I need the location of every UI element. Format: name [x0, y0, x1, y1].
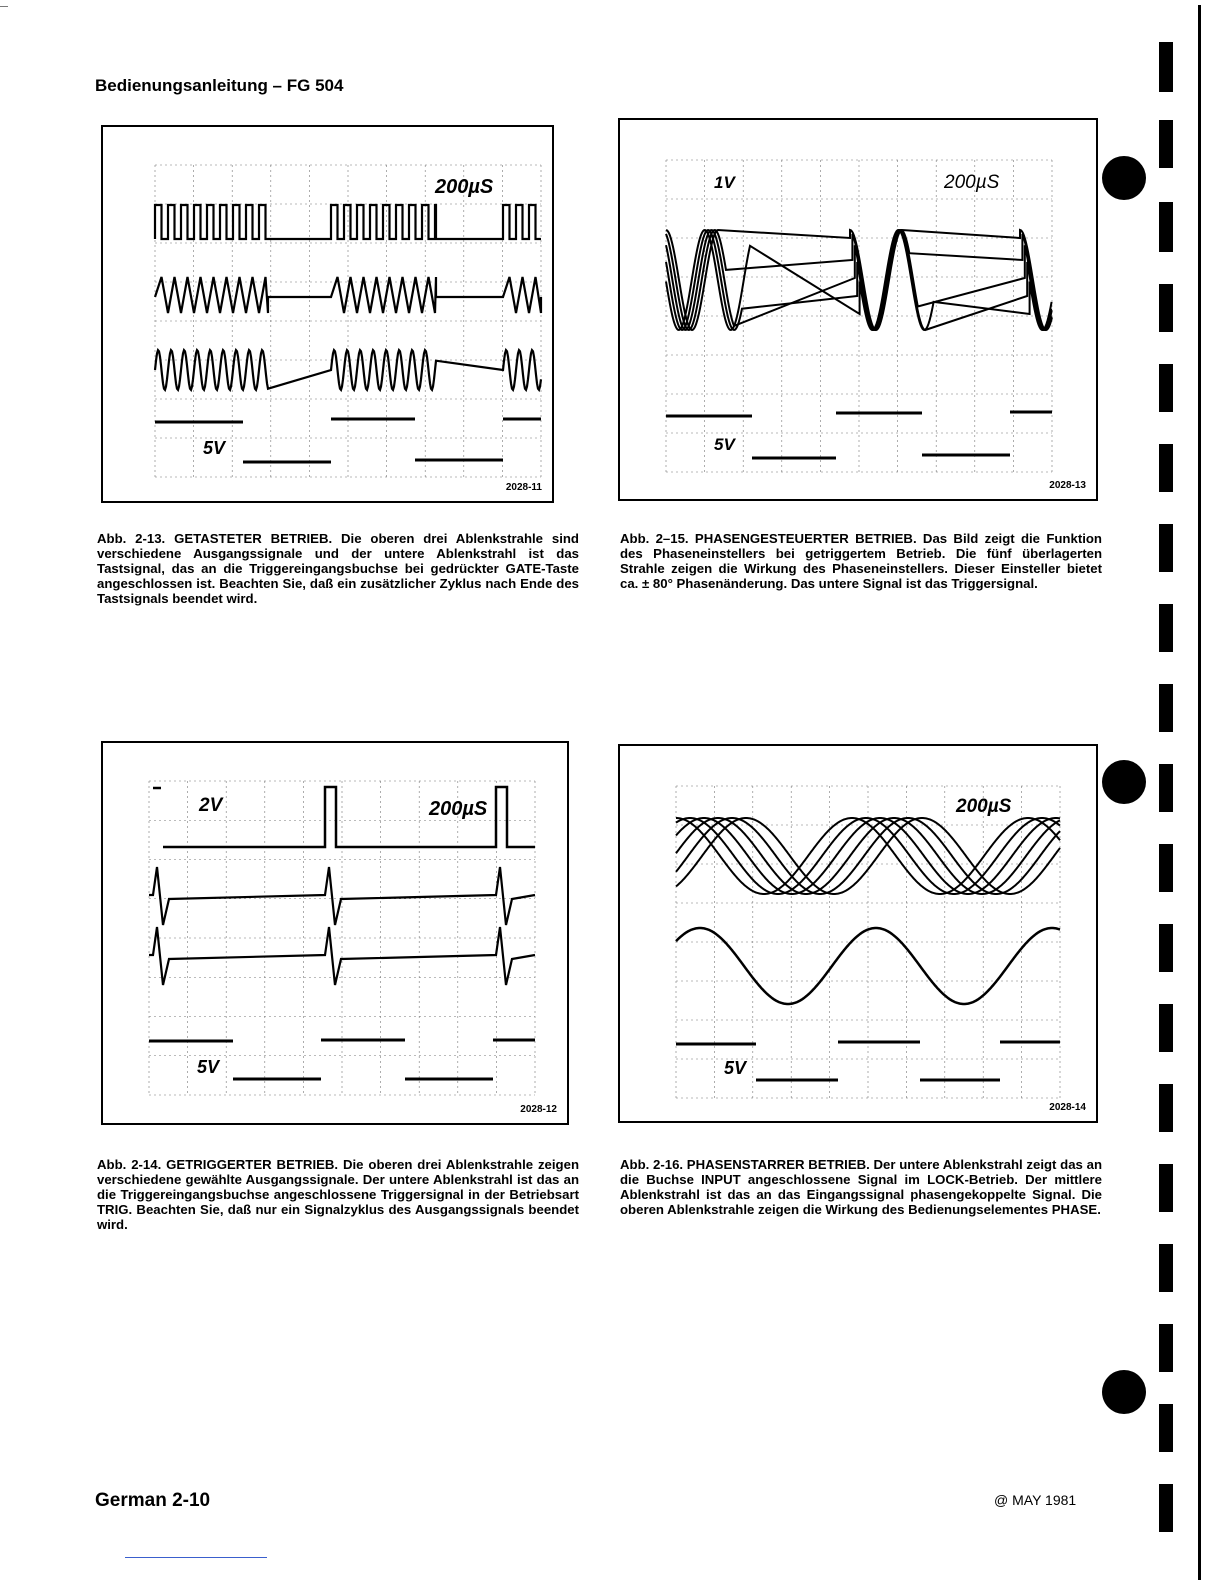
copyright-date: @ MAY 1981 [994, 1492, 1077, 1508]
corner-mark [0, 6, 8, 7]
page-number: German 2-10 [95, 1490, 211, 1511]
margin-tab [1159, 284, 1173, 332]
volts-per-div-label: 5V [203, 438, 226, 458]
footer-rule [125, 1557, 267, 1558]
figure-gated-mode [101, 125, 554, 503]
figure-id: 2028-12 [520, 1104, 557, 1115]
caption-figure-2-13: Abb. 2-13. GETASTETER BETRIEB. Die oberen drei Ablenkstrahle sind verschiedene Ausgangssignale und der untere Ablenkstrahl ist das Tastsignal, das an die Triggereingangsbuchse bei gedrückter GATE-Taste angeschlossen ist. Beachten Sie, daß ein zusätzlicher Zyklus nach Ende des Tastsignals beendet wird. [97, 531, 579, 606]
figure-id: 2028-14 [1049, 1102, 1086, 1113]
page-header: Bedienungsanleitung – FG 504 [95, 76, 344, 95]
margin-tab [1159, 1004, 1173, 1052]
caption-figure-2-14: Abb. 2-14. GETRIGGERTER BETRIEB. Die oberen drei Ablenkstrahle zeigen verschiedene gewählte Ausgangssignale. Der untere Ablenkstrahl ist das an die Triggereingangsbuchse angeschlossene Triggersignal in der Betriebsart TRIG. Beachten Sie, daß nur ein Signalzyklus des Ausgangssignals beendet wird. [97, 1157, 579, 1232]
figure-id: 2028-11 [505, 482, 542, 493]
margin-tab [1159, 42, 1173, 92]
margin-tab [1159, 524, 1173, 572]
figure-phase-controlled [618, 118, 1098, 501]
figure-id: 2028-13 [1049, 480, 1086, 491]
punch-hole-top [1102, 156, 1146, 200]
margin-tab [1159, 1084, 1173, 1132]
margin-tab [1159, 364, 1173, 412]
volts-per-div-label: 5V [724, 1058, 747, 1078]
margin-tab [1159, 1404, 1173, 1452]
time-per-div-label: 200µS [435, 176, 494, 198]
margin-tab [1159, 604, 1173, 652]
margin-tab [1159, 444, 1173, 492]
margin-tab [1159, 202, 1173, 252]
volts-per-div-label: 2V [199, 795, 223, 816]
graticule [149, 781, 535, 1095]
margin-tab [1159, 684, 1173, 732]
volts-per-div-label: 1V [714, 173, 735, 192]
margin-tab [1159, 1164, 1173, 1212]
punch-hole-middle [1102, 760, 1146, 804]
time-per-div-label: 200µS [956, 796, 1012, 817]
figure-phase-locked [618, 744, 1098, 1123]
time-per-div-label: 200µS [429, 798, 488, 820]
volts-per-div-label-bottom: 5V [714, 435, 735, 454]
margin-tab [1159, 764, 1173, 812]
margin-tab [1159, 1324, 1173, 1372]
margin-tab [1159, 1484, 1173, 1532]
margin-tab [1159, 1244, 1173, 1292]
margin-tab [1159, 924, 1173, 972]
figure-triggered-mode [101, 741, 569, 1125]
triangle-wave-trace [155, 277, 541, 313]
time-per-div-label: 200µS [944, 172, 1000, 193]
caption-figure-2-16: Abb. 2-16. PHASENSTARRER BETRIEB. Der untere Ablenkstrahl zeigt das an die Buchse INPUT angeschlossene Signal im LOCK-Betrieb. Der mittlere Ablenkstrahl ist das an das Eingangssignal phasengekoppelte Signal. Die oberen Ablenkstrahle zeigen die Wirkung des Bedienungselementes PHASE. [620, 1157, 1102, 1217]
margin-tab [1159, 844, 1173, 892]
punch-hole-bottom [1102, 1370, 1146, 1414]
binding-edge [1198, 5, 1201, 1580]
margin-tab [1159, 120, 1173, 168]
caption-figure-2-15: Abb. 2–15. PHASENGESTEUERTER BETRIEB. Das Bild zeigt die Funktion des Phaseneinstellers bei getriggertem Betrieb. Die fünf überlagerten Strahle zeigen die Wirkung des Phaseneinstellers. Dieser Einsteller bietet ca. ± 80° Phasenänderung. Das untere Signal ist das Triggersignal. [620, 531, 1102, 591]
volts-per-div-label-bottom: 5V [197, 1057, 220, 1077]
